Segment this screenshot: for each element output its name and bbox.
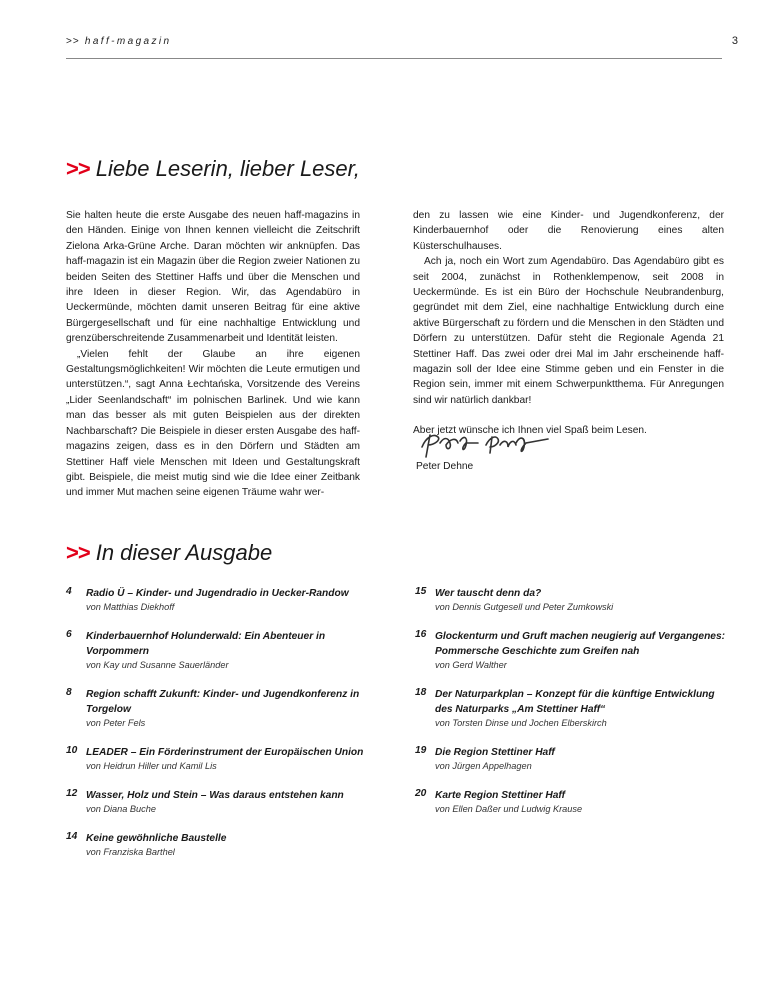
editorial-closing: Aber jetzt wünsche ich Ihnen viel Spaß beim Lesen. bbox=[413, 425, 647, 437]
toc-author: von Torsten Dinse und Jochen Elberskirch bbox=[435, 718, 607, 728]
toc-author: von Gerd Walther bbox=[435, 660, 507, 670]
toc-page-number: 8 bbox=[66, 687, 72, 698]
editorial-paragraph: „Vielen fehlt der Glaube an ihre eigenen Gestaltungsmöglichkeiten! Wir möchten die Leute ermutigen und unterstützen.“, sagt Anna Łechtańska, Vorsitzende des Vereins „Lider Seenlandschaft“ im polnischen Barlinek. Und wie kann man das besser als mit guten Beispielen aus der direkten Nachbarschaft? Die Beispiele in dieser ersten Ausgabe des haff-magazins zeigen, dass es in den Dörfern und Städten am Stettiner Haff viele Menschen mit Ideen und Gestaltungskraft gibt. Beispiele, die meist mutig sind wie die Idee einer Zeitbank und immer Mut machen seine eigenen Träume wahr wer- bbox=[66, 348, 360, 499]
toc-title: Region schafft Zukunft: Kinder- und Jugendkonferenz in Torgelow bbox=[86, 689, 360, 715]
toc-title: Die Region Stettiner Haff bbox=[435, 747, 555, 758]
magazine-title: haff-magazin bbox=[84, 36, 172, 47]
header-divider bbox=[66, 58, 722, 59]
toc-title: Wer tauscht denn da? bbox=[435, 588, 542, 599]
toc-title: Der Naturparkplan – Konzept für die künftige Entwicklung des Naturparks „Am Stettiner Haff“ bbox=[435, 689, 715, 715]
toc-page-number: 12 bbox=[66, 788, 78, 799]
editorial-column-right bbox=[413, 208, 724, 439]
toc-page-number: 19 bbox=[415, 745, 427, 756]
editorial-paragraph: Sie halten heute die erste Ausgabe des neuen haff-magazins in den Händen. Einige von Ihnen kennen vielleicht die Zeitschrift Zielona Arka-Grüne Arche. Daran möchten wir anknüpfen. Das haff-magazin ist ein Magazin über die Region zweier Nationen zu beiden Seiten des Stettiner Haffs und über die Menschen und ihre Ideen in dieser Region. Wir, das Agendabüro in Ueckermünde, möchten damit unseren Beitrag für eine aktive Bürgergesellschaft und für eine nachhaltige Entwicklung und grenzüberschreitende Zusammenarbeit und Identität leisten. bbox=[66, 210, 360, 345]
toc-page-number: 20 bbox=[415, 788, 427, 799]
toc-author: von Diana Buche bbox=[86, 804, 156, 814]
toc-page-number: 18 bbox=[415, 687, 427, 698]
running-header bbox=[66, 36, 738, 48]
toc-page-number: 10 bbox=[66, 745, 78, 756]
toc-author: von Dennis Gutgesell und Peter Zumkowski bbox=[435, 602, 614, 612]
page-number: 3 bbox=[731, 35, 738, 47]
magazine-name bbox=[66, 36, 171, 47]
header-arrows: >> bbox=[66, 36, 80, 47]
toc-author: von Heidrun Hiller und Kamil Lis bbox=[86, 761, 217, 771]
heading-arrows: >> bbox=[66, 540, 90, 565]
toc-author: von Ellen Daßer und Ludwig Krause bbox=[435, 804, 583, 814]
contents-heading bbox=[66, 540, 272, 566]
toc-author: von Matthias Diekhoff bbox=[86, 602, 175, 612]
signer-name: Peter Dehne bbox=[416, 461, 474, 472]
toc-author: von Kay und Susanne Sauerländer bbox=[86, 660, 229, 670]
editorial-column-left bbox=[66, 208, 360, 501]
toc-page-number: 15 bbox=[415, 586, 427, 597]
editorial-paragraph: Ach ja, noch ein Wort zum Agendabüro. Das Agendabüro gibt es seit 2004, zunächst in Rothenklempenow, seit 2008 in Ueckermünde. Es ist ein Büro der Hochschule Neubrandenburg, gegründet mit dem Ziel, eine nachhaltige Entwicklung durch eine aktive Bürgerschaft zu fördern und die Menschen in den Städten und Dörfern zu unterstützen. Dafür steht die Regionale Agenda 21 Stettiner Haff. Das zwei oder drei Mal im Jahr erscheinende haff-magazin soll der Idee eine Stimme geben und ein Fenster in die Region sein, immer mit einem Schwerpunktthema. Für Anregungen sind wir natürlich dankbar! bbox=[413, 256, 724, 406]
toc-title: Keine gewöhnliche Baustelle bbox=[86, 833, 227, 844]
toc-author: von Jürgen Appelhagen bbox=[435, 761, 532, 771]
toc-page-number: 14 bbox=[66, 831, 78, 842]
toc-title: Glockenturm und Gruft machen neugierig auf Vergangenes: Pommersche Geschichte zum Greifen nah bbox=[435, 631, 726, 657]
editorial-heading bbox=[66, 156, 360, 182]
toc-title: Karte Region Stettiner Haff bbox=[435, 790, 566, 801]
toc-author: von Peter Fels bbox=[86, 718, 146, 728]
heading-arrows: >> bbox=[66, 156, 90, 181]
toc-page-number: 6 bbox=[66, 629, 72, 640]
handwritten-signature bbox=[416, 423, 556, 463]
toc-title: Radio Ü – Kinder- und Jugendradio in Uecker-Randow bbox=[86, 588, 349, 599]
toc-title: LEADER – Ein Förderinstrument der Europäischen Union bbox=[86, 747, 364, 758]
toc-title: Wasser, Holz und Stein – Was daraus entstehen kann bbox=[86, 790, 344, 801]
toc-page-number: 16 bbox=[415, 629, 427, 640]
toc-author: von Franziska Barthel bbox=[86, 847, 175, 857]
editorial-paragraph: den zu lassen wie eine Kinder- und Jugendkonferenz, der Kinderbauernhof oder die Renovierung eines alten Küsterschulhauses. bbox=[413, 210, 724, 252]
editorial-title: Liebe Leserin, lieber Leser, bbox=[95, 156, 360, 181]
contents-title: In dieser Ausgabe bbox=[95, 540, 273, 565]
toc-page-number: 4 bbox=[66, 586, 72, 597]
toc-title: Kinderbauernhof Holunderwald: Ein Abenteuer in Vorpommern bbox=[86, 631, 326, 657]
